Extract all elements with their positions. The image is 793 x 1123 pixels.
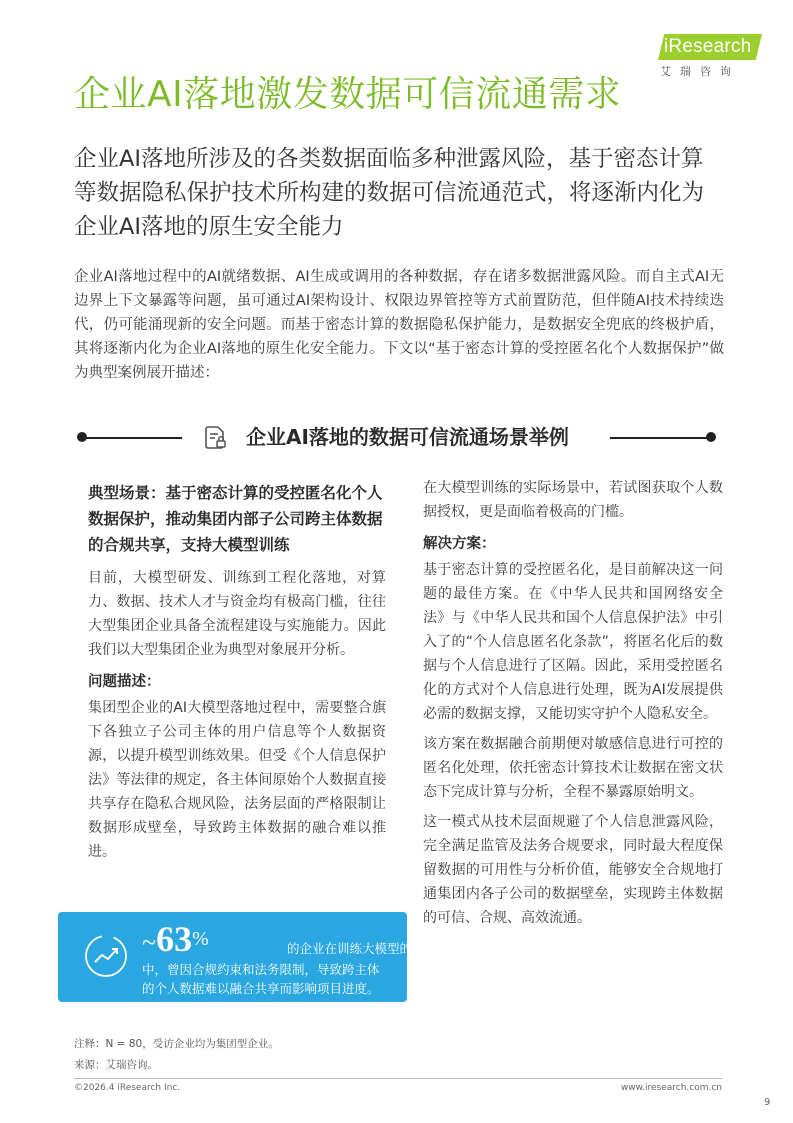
- logo-subtext: 艾瑞咨询: [660, 65, 740, 78]
- footer-website[interactable]: www.iresearch.com.cn: [620, 1083, 722, 1093]
- scene-title: 典型场景：基于密态计算的受控匿名化个人数据保护，推动集团内部子公司跨主体数据的合规共享，支持大模型训练: [88, 484, 383, 554]
- stat-text-line-3: 的个人数据难以融合共享而影响项目进度。: [142, 981, 380, 996]
- problem-label: 问题描述：: [88, 674, 161, 690]
- page-title: 企业AI落地激发数据可信流通需求: [74, 74, 622, 115]
- trend-chart-icon: [82, 932, 130, 980]
- section-title: 企业AI落地的数据可信流通场景举例: [246, 425, 569, 449]
- problem-text: 集团型企业的AI大模型落地过程中，需要整合旗下各独立子公司主体的用户信息等个人数据资源，以提升模型训练效果。但受《个人信息保护法》等法律的规定，各主体间原始个人数据直接共享存在隐私合规风险，法务层面的严格限制让数据形成壁垒，导致跨主体数据的融合难以推进。: [88, 700, 386, 860]
- divider-line-left: [82, 437, 182, 439]
- logo-text: iResearch: [664, 36, 752, 57]
- intro-paragraph: 企业AI落地过程中的AI就绪数据、AI生成或调用的各种数据，存在诸多数据泄露风险。而自主式AI无边界上下文暴露等问题，虽可通过AI架构设计、权限边界管控等方式前置防范，但伴随AI技术持续迭代，仍可能涌现新的安全问题。而基于密态计算的数据隐私保护能力，是数据安全兜底的终极护盾，其将逐渐内化为企业AI落地的原生化安全能力。下文以“基于密态计算的受控匿名化个人数据保护”做为典型案例展开描述：: [74, 269, 724, 381]
- stat-text-line-1: 的企业在训练大模型的过程: [287, 941, 438, 956]
- left-column: [88, 480, 386, 864]
- page-number: 9: [764, 1097, 771, 1108]
- divider-dot-right: [706, 432, 716, 442]
- logo: [658, 30, 770, 86]
- stat-value: ~63%: [142, 919, 209, 959]
- stat-callout: [58, 912, 438, 1002]
- stat-text-line-2: 中，曾因合规约束和法务限制，导致跨主体: [142, 962, 380, 977]
- solution-paragraph-2: 该方案在数据融合前期便对敏感信息进行可控的匿名化处理，依托密态计算技术让数据在密文状态下完成计算与分析，全程不暴露原始明文。: [423, 736, 723, 800]
- divider-line-right: [610, 437, 710, 439]
- scene-intro: 目前，大模型研发、训练到工程化落地，对算力、数据、技术人才与资金均有极高门槛，往往大型集团企业具备全流程建设与实施能力。因此我们以大型集团企业为典型对象展开分析。: [88, 570, 386, 658]
- source-text: 来源：艾瑞咨询。: [74, 1059, 158, 1071]
- footer-copyright: ©2026.4 iResearch Inc.: [74, 1083, 181, 1093]
- document-lock-icon: [200, 422, 230, 452]
- page-subtitle: 企业AI落地所涉及的各类数据面临多种泄露风险，基于密态计算等数据隐私保护技术所构建的数据可信流通范式，将逐渐内化为企业AI落地的原生安全能力: [74, 146, 705, 240]
- solution-paragraph-3: 这一模式从技术层面规避了个人信息泄露风险，完全满足监管及法务合规要求，同时最大程度保留数据的可用性与分析价值，能够安全合规地打通集团内各子公司的数据壁垒，实现跨主体数据的可信、合规、高效流通。: [423, 814, 723, 926]
- right-column: [423, 476, 723, 930]
- note-text: 注释：N = 80，受访企业均为集团型企业。: [74, 1038, 279, 1050]
- footer-divider: [74, 1078, 722, 1079]
- solution-label: 解决方案：: [423, 536, 496, 552]
- continued-text: 在大模型训练的实际场景中，若试图获取个人数据授权，更是面临着极高的门槛。: [423, 480, 723, 520]
- solution-paragraph-1: 基于密态计算的受控匿名化，是目前解决这一问题的最佳方案。在《中华人民共和国网络安全法》与《中华人民共和国个人信息保护法》中引入了的“个人信息匿名化条款”，将匿名化后的数据与个人信息进行了区隔。因此，采用受控匿名化的方式对个人信息进行处理，既为AI发展提供必需的数据支撑，又能切实守护个人隐私安全。: [423, 562, 723, 722]
